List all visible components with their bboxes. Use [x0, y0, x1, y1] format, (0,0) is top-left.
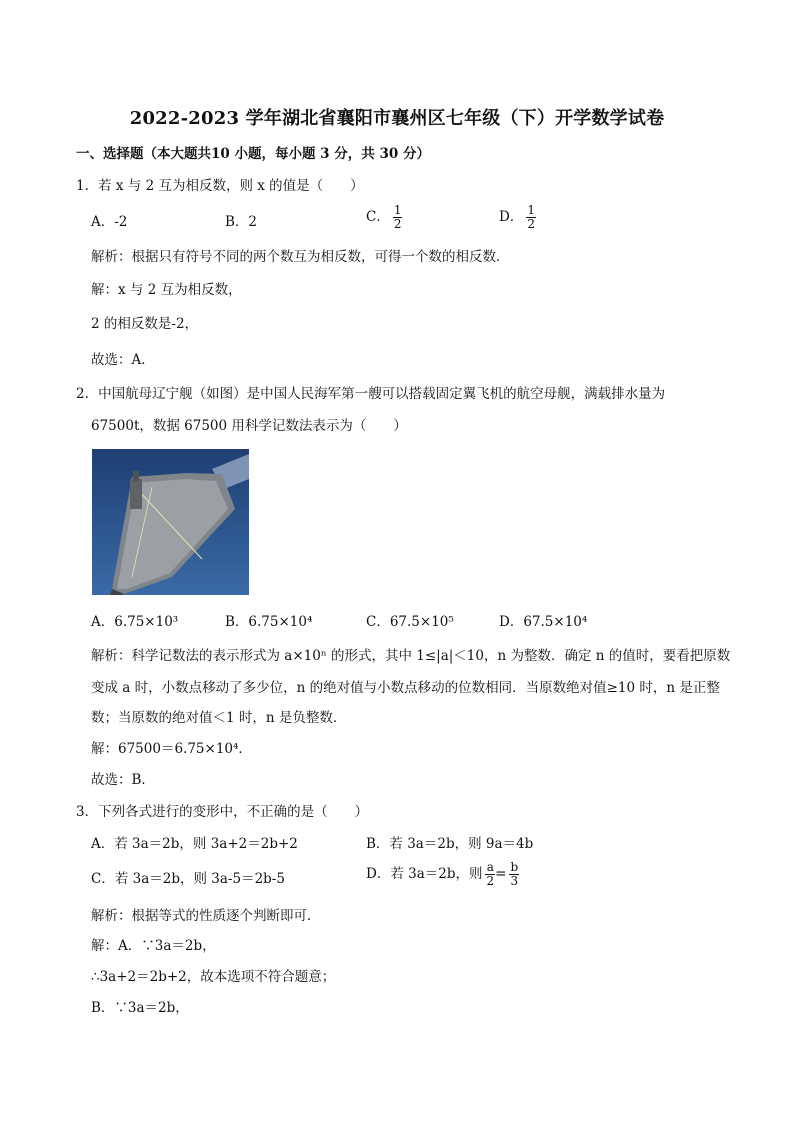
q2-analysis-line1: 解析：科学记数法的表示形式为 a×10ⁿ 的形式，其中 1≤|a|＜10，n 为整数．确定 n 的值时，要看把原数 — [91, 648, 731, 664]
q3-analysis: 解析：根据等式的性质逐个判断即可． — [91, 908, 321, 924]
fraction-denominator: 2 — [527, 217, 535, 231]
q1-option-d-fraction — [526, 204, 536, 231]
fraction-denominator: 2 — [393, 217, 402, 231]
q3-option-a: A．若 3a＝2b，则 3a+2＝2b+2 — [91, 836, 298, 852]
fraction-numerator: b — [510, 860, 519, 874]
q1-option-d — [499, 204, 536, 231]
q3-option-d-fraction-a — [485, 861, 495, 888]
q1-stem: 1．若 x 与 2 互为相反数，则 x 的值是（ ） — [76, 178, 364, 194]
q1-option-a: A．-2 — [91, 214, 128, 230]
fraction-denominator: 3 — [510, 874, 519, 888]
q3-option-d-fraction-b — [509, 861, 519, 888]
q1-option-c — [366, 204, 402, 231]
q2-option-a: A．6.75×10³ — [91, 614, 179, 630]
q2-option-c: C．67.5×10⁵ — [366, 614, 454, 630]
q3-solution-line1: 解：A．∵3a＝2b， — [91, 938, 216, 954]
q1-option-d-label: D． — [499, 209, 524, 225]
fraction-numerator: a — [486, 860, 494, 874]
q2-stem-line2: 67500t，数据 67500 用科学记数法表示为（ ） — [91, 418, 407, 434]
q2-analysis-line2: 变成 a 时，小数点移动了多少位，n 的绝对值与小数点移动的位数相同．当原数绝对值≥10 时，n 是正整 — [91, 680, 720, 696]
q1-analysis: 解析：根据只有符号不同的两个数互为相反数，可得一个数的相反数． — [91, 249, 510, 265]
q3-option-d — [366, 861, 519, 888]
aircraft-carrier-photo — [92, 449, 249, 595]
equals-sign: = — [495, 866, 507, 882]
q3-option-d-label: D．若 3a＝2b，则 — [366, 866, 483, 882]
q1-solution-line1: 解：x 与 2 互为相反数， — [91, 282, 242, 298]
fraction-numerator: 1 — [393, 203, 402, 217]
q1-option-b: B．2 — [225, 214, 258, 230]
q1-option-c-label: C． — [366, 209, 390, 225]
fraction-numerator: 1 — [527, 203, 535, 217]
q3-option-b: B．若 3a＝2b，则 9a＝4b — [366, 836, 534, 852]
q2-option-b: B．6.75×10⁴ — [225, 614, 313, 630]
q2-analysis-line3: 数；当原数的绝对值＜1 时，n 是负整数． — [91, 710, 347, 726]
q1-answer: 故选：A． — [91, 352, 155, 368]
q2-stem-line1: 2．中国航母辽宁舰（如图）是中国人民海军第一艘可以搭载固定翼飞机的航空母舰，满载排水量为 — [76, 386, 666, 402]
q3-stem: 3．下列各式进行的变形中，不正确的是（ ） — [76, 804, 369, 820]
q3-solution-line3: B．∵3a＝2b， — [91, 1000, 189, 1016]
q3-option-c: C．若 3a＝2b，则 3a-5＝2b-5 — [91, 871, 285, 887]
q2-option-d: D．67.5×10⁴ — [499, 614, 588, 630]
q2-answer: 故选：B． — [91, 772, 155, 788]
q1-option-c-fraction — [393, 204, 403, 231]
fraction-denominator: 2 — [486, 874, 495, 888]
section-heading: 一、选择题（本大题共10 小题，每小题 3 分，共 30 分） — [76, 146, 430, 162]
page-title: 2022-2023 学年湖北省襄阳市襄州区七年级（下）开学数学试卷 — [129, 108, 665, 129]
q1-solution-line2: 2 的相反数是-2， — [91, 316, 199, 332]
q3-solution-line2: ∴3a+2＝2b+2，故本选项不符合题意； — [91, 969, 336, 985]
q2-solution: 解：67500＝6.75×10⁴． — [91, 741, 252, 757]
